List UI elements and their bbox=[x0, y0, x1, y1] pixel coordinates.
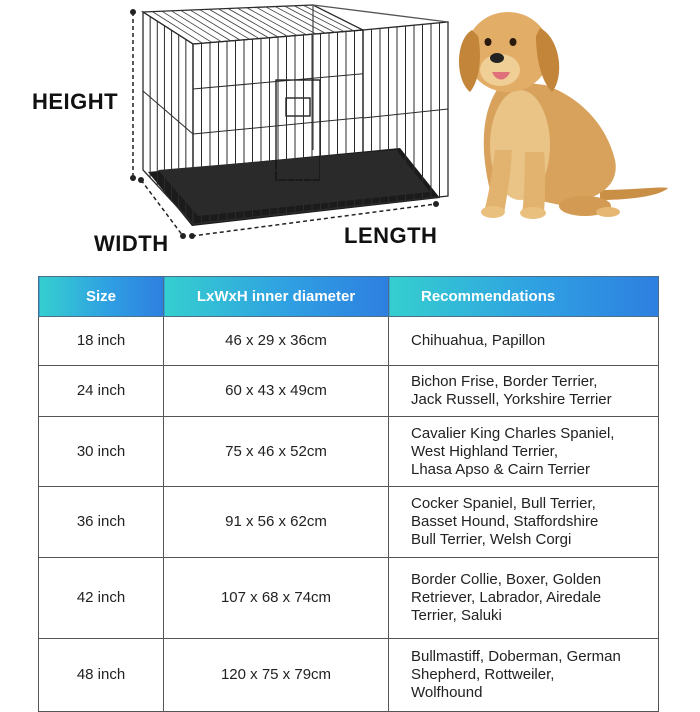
table-row bbox=[39, 639, 659, 712]
crate-wire bbox=[247, 8, 297, 36]
header-dimensions: LxWxH inner diameter bbox=[164, 277, 389, 317]
size-cell: 48 inch bbox=[39, 639, 164, 712]
recommendation-line: Lhasa Apso & Cairn Terrier bbox=[411, 460, 590, 478]
recommendation-line: Basset Hound, Staffordshire bbox=[411, 513, 599, 530]
length-label: LENGTH bbox=[344, 223, 438, 248]
recommendation-line: West Highland Terrier, bbox=[411, 442, 559, 460]
recommendations-cell bbox=[389, 366, 659, 417]
crate-wire bbox=[285, 6, 335, 32]
recommendation-line: Cocker Spaniel, Bull Terrier, bbox=[411, 495, 596, 512]
product-hero bbox=[0, 0, 700, 268]
recommendations-cell bbox=[389, 417, 659, 487]
dog-crate-icon bbox=[143, 5, 448, 226]
size-cell: 18 inch bbox=[39, 317, 164, 366]
crate-wire bbox=[294, 6, 344, 32]
table-row bbox=[39, 487, 659, 558]
table-row bbox=[39, 417, 659, 487]
crate-wire bbox=[228, 9, 278, 38]
recommendation-line: Retriever, Labrador, Airedale bbox=[411, 589, 602, 606]
crate-wire bbox=[152, 12, 202, 44]
crate-wire bbox=[181, 10, 231, 40]
recommendation-line: Wolfhound bbox=[411, 684, 483, 701]
recommendations-cell bbox=[389, 317, 659, 366]
width-label: WIDTH bbox=[94, 231, 169, 256]
recommendation-line: Bullmastiff, Doberman, German bbox=[411, 648, 621, 665]
recommendation-line: Terrier, Saluki bbox=[411, 607, 502, 624]
table-row bbox=[39, 366, 659, 417]
size-cell: 24 inch bbox=[39, 366, 164, 417]
recommendation-line: Shepherd, Rottweiler, bbox=[411, 666, 555, 683]
table-header-row bbox=[39, 277, 659, 317]
crate-wire bbox=[237, 8, 287, 36]
header-size: Size bbox=[39, 277, 164, 317]
crate-wire bbox=[219, 9, 269, 38]
dimensions-cell: 60 x 43 x 49cm bbox=[164, 366, 389, 417]
puppy-icon bbox=[459, 12, 668, 219]
dimensions-cell: 46 x 29 x 36cm bbox=[164, 317, 389, 366]
recommendations-cell bbox=[389, 558, 659, 639]
crate-wire bbox=[275, 7, 325, 34]
height-label: HEIGHT bbox=[32, 89, 119, 114]
recommendation-line: Bull Terrier, Welsh Corgi bbox=[411, 531, 572, 548]
recommendation-line: Cavalier King Charles Spaniel, bbox=[411, 424, 615, 442]
crate-wire bbox=[200, 10, 250, 40]
crate-wire bbox=[256, 7, 306, 34]
crate-wire bbox=[209, 9, 259, 38]
recommendation-line: Chihuahua, Papillon bbox=[411, 332, 546, 349]
recommendations-cell bbox=[389, 639, 659, 712]
header-recommendations: Recommendations bbox=[389, 277, 659, 317]
crate-wire bbox=[266, 7, 316, 34]
dimensions-cell: 120 x 75 x 79cm bbox=[164, 639, 389, 712]
recommendation-line: Border Collie, Boxer, Golden bbox=[411, 571, 602, 588]
dimensions-cell: 107 x 68 x 74cm bbox=[164, 558, 389, 639]
size-cell: 36 inch bbox=[39, 487, 164, 558]
recommendation-line: Jack Russell, Yorkshire Terrier bbox=[411, 391, 612, 408]
size-cell: 30 inch bbox=[39, 417, 164, 487]
recommendation-line: Bichon Frise, Border Terrier, bbox=[411, 373, 598, 390]
table-row bbox=[39, 558, 659, 639]
dimensions-cell: 91 x 56 x 62cm bbox=[164, 487, 389, 558]
recommendations-cell bbox=[389, 487, 659, 558]
table-row bbox=[39, 317, 659, 366]
crate-wire bbox=[190, 10, 240, 40]
size-table bbox=[38, 276, 659, 712]
dimensions-cell: 75 x 46 x 52cm bbox=[164, 417, 389, 487]
crate-wire bbox=[162, 11, 212, 42]
size-cell: 42 inch bbox=[39, 558, 164, 639]
